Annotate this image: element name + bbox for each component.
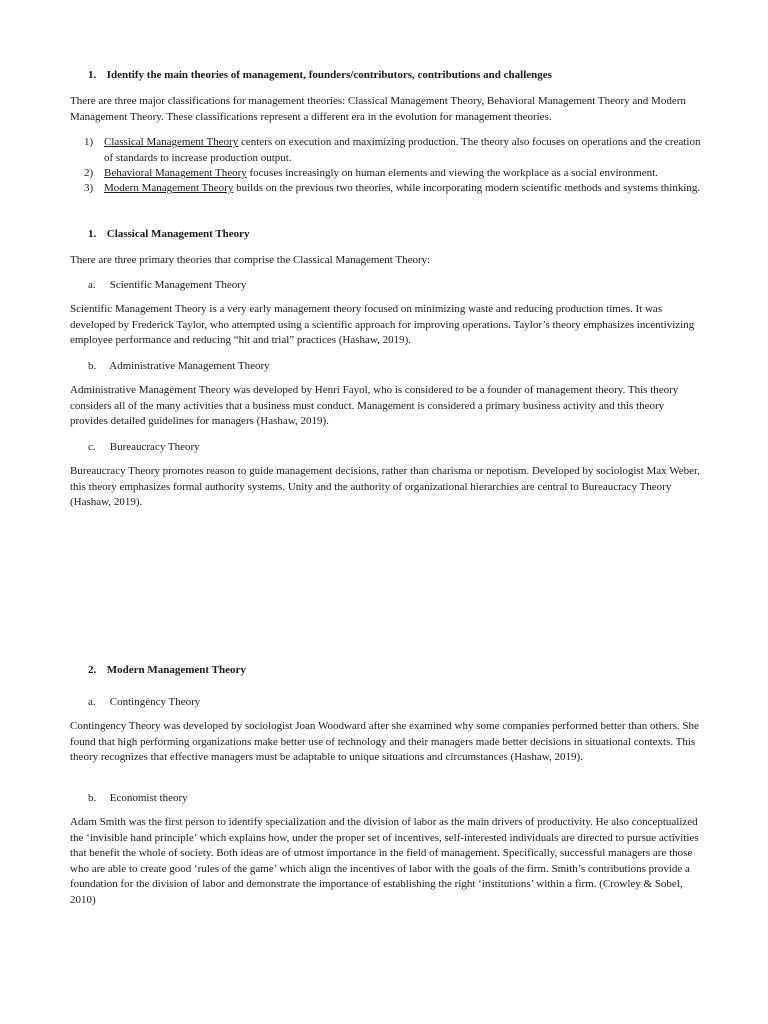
list-number: 2) bbox=[84, 167, 94, 179]
heading-number: 1. bbox=[88, 69, 97, 81]
sub-letter: a. bbox=[88, 279, 96, 291]
sub-title: Economist theory bbox=[109, 792, 188, 804]
sub-letter: c. bbox=[88, 441, 96, 453]
subheading bbox=[88, 440, 720, 456]
heading-number: 2. bbox=[88, 664, 97, 676]
theory-link[interactable]: Modern Management Theory bbox=[104, 182, 234, 194]
list-item bbox=[84, 166, 702, 182]
sub-title: Bureaucracy Theory bbox=[109, 441, 200, 453]
heading-text: Identify the main theories of management, founders/contributors, contributions and challenges bbox=[106, 69, 552, 81]
section-intro: There are three primary theories that comprise the Classical Management Theory: bbox=[70, 254, 431, 266]
list-number: 1) bbox=[84, 136, 94, 148]
theory-link[interactable]: Behavioral Management Theory bbox=[104, 167, 247, 179]
list-item bbox=[84, 181, 702, 197]
subheading bbox=[88, 695, 720, 711]
heading-text: Modern Management Theory bbox=[106, 664, 246, 676]
sub-letter: a. bbox=[88, 696, 96, 708]
subheading bbox=[88, 791, 720, 807]
body-paragraph: Adam Smith was the first person to identify specialization and the division of labor as the main drivers of productivity. He also conceptualized the ‘invisible hand principle’ which explains how, under the proper set of incentives, self-interested individuals are directed to pursue activities that benefit the whole of society. Both ideas are of utmost importance in the field of management. Specifically, successful managers are those who are able to create good ‘rules of the game’ which align the incentives of labor with the goals of the firm. Smith’s contributions provide a foundation for the division of labor and demonstrate the importance of establishing the right ‘institutions’ within a firm. (Crowley & Sobel, 2010) bbox=[70, 816, 699, 906]
intro-paragraph: There are three major classifications for management theories: Classical Management Theory, Behavioral Management Theory and Modern Management Theory. These classifications represent a different era in the evolution for management theories. bbox=[70, 95, 686, 123]
list-number: 3) bbox=[84, 182, 94, 194]
theory-link[interactable]: Classical Management Theory bbox=[104, 136, 239, 148]
sub-letter: b. bbox=[88, 792, 97, 804]
body-paragraph: Contingency Theory was developed by sociologist Joan Woodward after she examined why some companies performed better than others. She found that high performing organizations make better use of technology and their managers made better decisions in situational contexts. This theory recognizes that effective managers must be adaptable to unique situations and circumstances (Hashaw, 2019). bbox=[70, 720, 699, 763]
list-text: builds on the previous two theories, while incorporating modern scientific methods and systems thinking. bbox=[233, 182, 701, 194]
sub-title: Administrative Management Theory bbox=[109, 360, 270, 372]
body-paragraph: Scientific Management Theory is a very early management theory focused on minimizing waste and reducing production times. It was developed by Frederick Taylor, who attempted using a scientific approach for improving operations. Taylor’s theory emphasizes incentivizing employee performance and reducing “hit and trial” practices (Hashaw, 2019). bbox=[70, 303, 695, 346]
subheading bbox=[88, 359, 720, 375]
list-item bbox=[84, 135, 702, 166]
section-heading bbox=[88, 663, 720, 679]
list-text: focuses increasingly on human elements and viewing the workplace as a social environment. bbox=[246, 167, 658, 179]
heading-text: Classical Management Theory bbox=[106, 228, 250, 240]
section-heading bbox=[88, 68, 708, 84]
body-paragraph: Bureaucracy Theory promotes reason to guide management decisions, rather than charisma or nepotism. Developed by sociologist Max Weber, this theory emphasizes formal authority systems. Unity and the authority of organizational hierarchies are central to Bureaucracy Theory (Hashaw, 2019). bbox=[70, 465, 700, 508]
list-text: centers on execution and maximizing production. The theory also focuses on operations and the creation of standards to increase production output. bbox=[104, 136, 701, 164]
sub-title: Scientific Management Theory bbox=[109, 279, 247, 291]
sub-letter: b. bbox=[88, 360, 97, 372]
section-heading bbox=[88, 227, 720, 243]
subheading bbox=[88, 278, 720, 294]
sub-title: Contingency Theory bbox=[109, 696, 201, 708]
heading-number: 1. bbox=[88, 228, 97, 240]
body-paragraph: Administrative Management Theory was developed by Henri Fayol, who is considered to be a founder of management theory. This theory considers all of the many activities that a business must conduct. Management is considered a primary business activity and this theory provides detailed guidelines for managers (Hashaw, 2019). bbox=[70, 384, 679, 427]
